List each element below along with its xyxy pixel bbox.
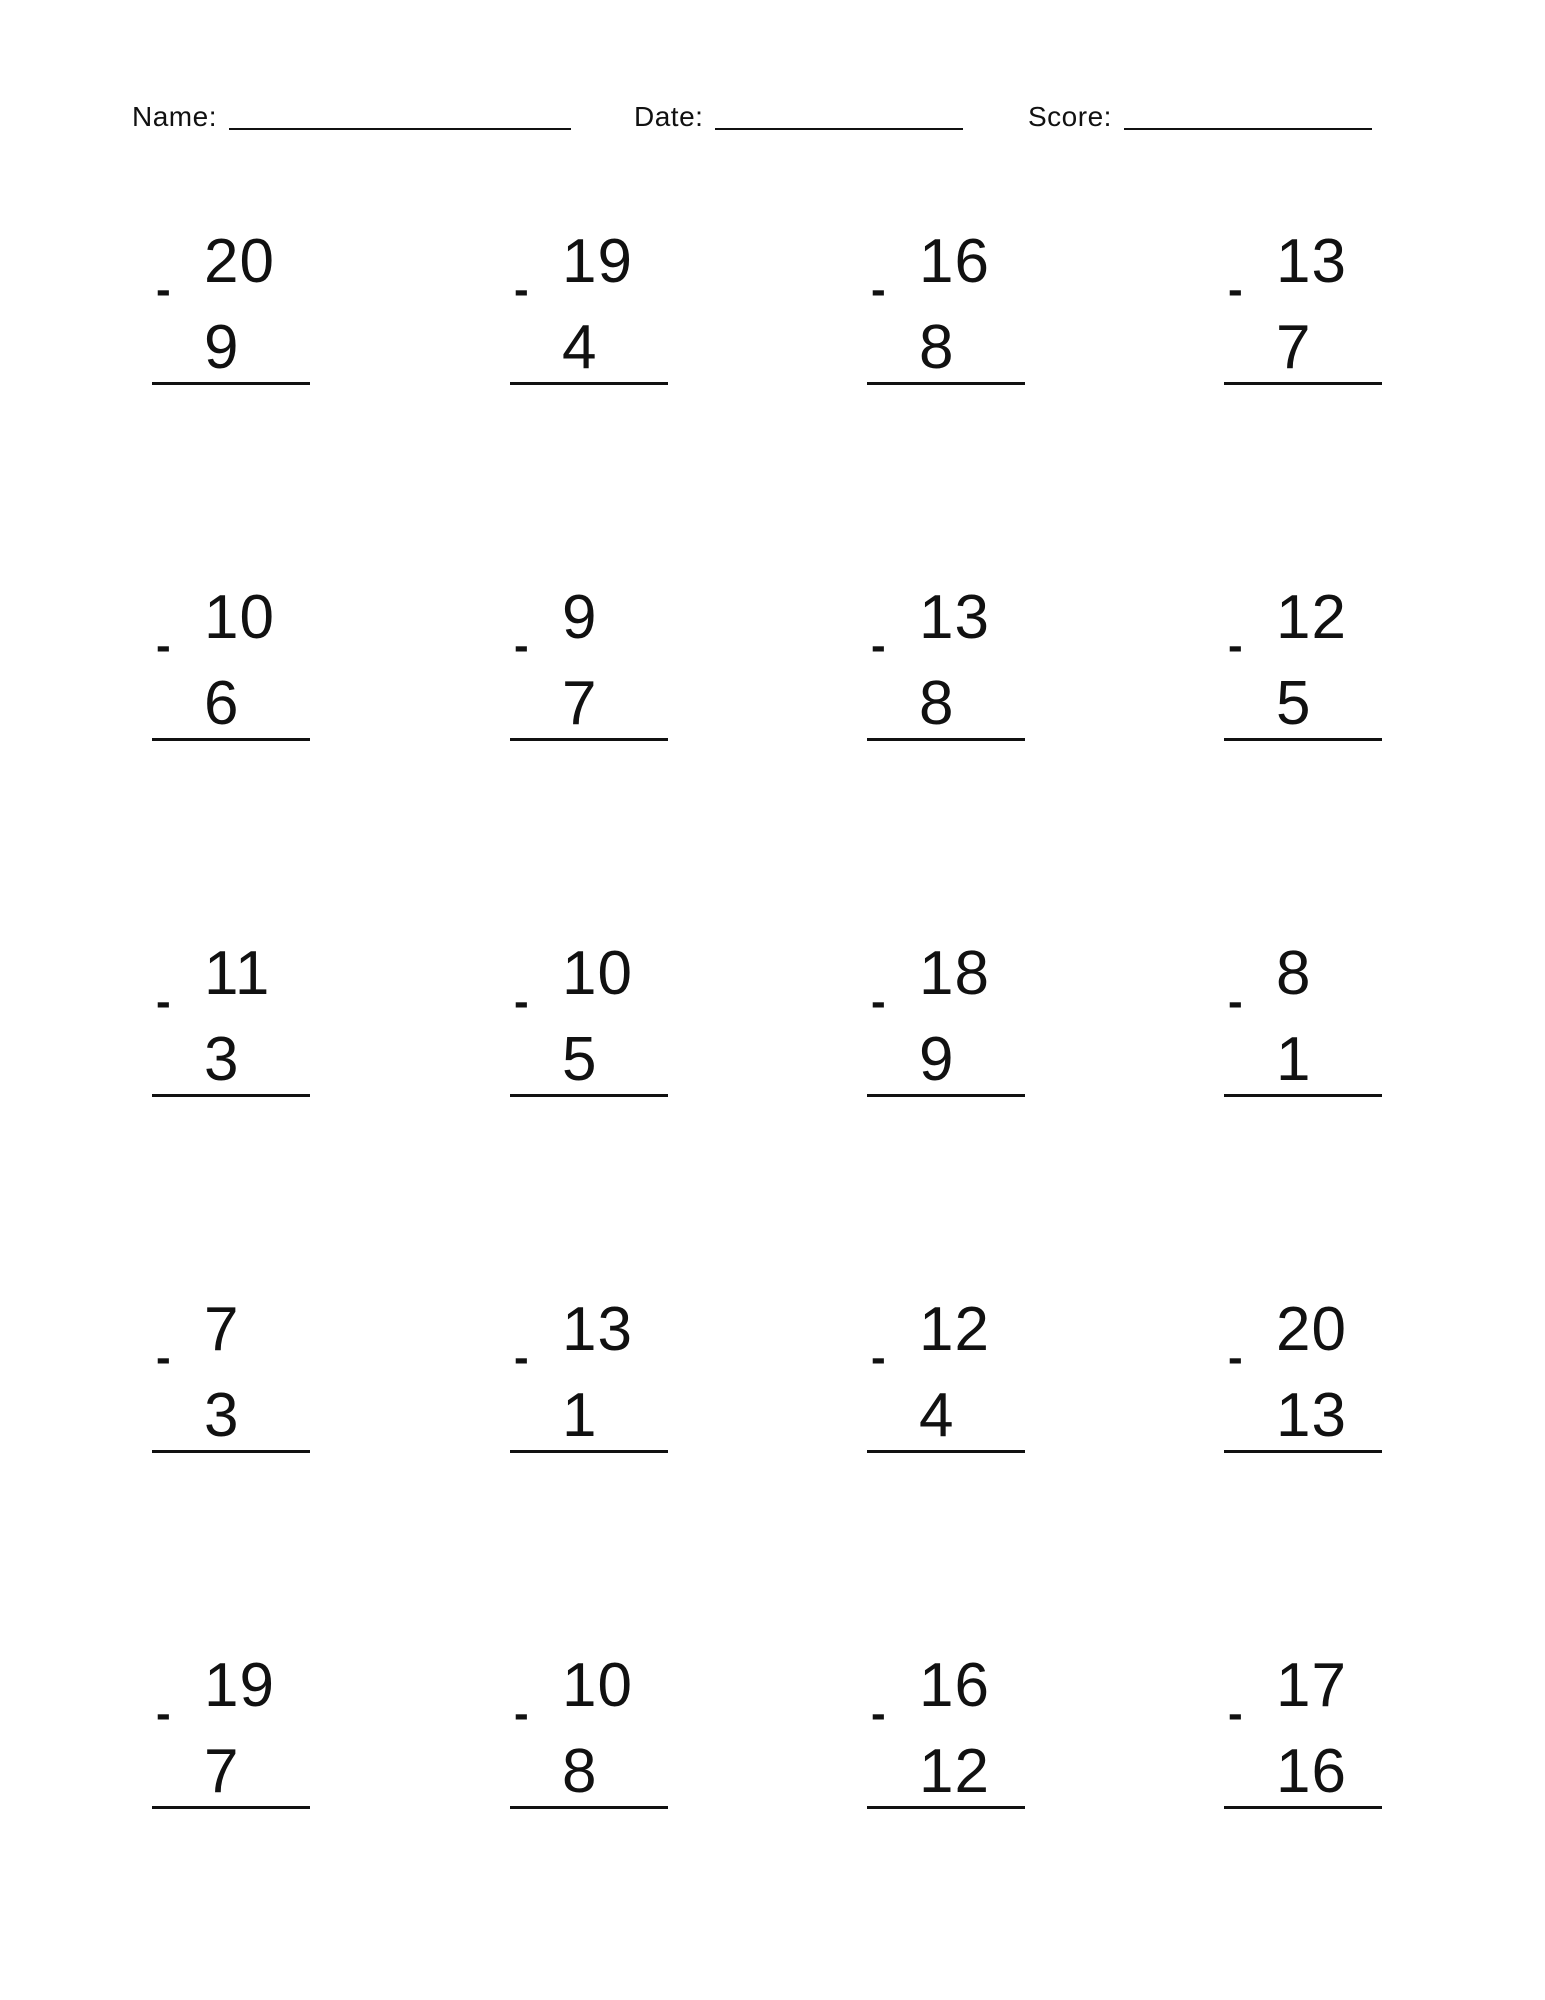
subtrahend: 7 — [562, 669, 598, 738]
answer-line[interactable] — [1224, 738, 1382, 741]
minuend: 16 — [919, 227, 990, 296]
subtrahend: 4 — [562, 313, 598, 382]
subtraction-problem — [510, 1295, 670, 1468]
subtraction-problem — [867, 939, 1027, 1112]
subtrahend: 9 — [919, 1025, 955, 1094]
minus-sign: - — [156, 621, 171, 670]
minuend: 10 — [204, 583, 275, 652]
subtraction-problem — [152, 227, 312, 400]
answer-line[interactable] — [867, 1450, 1025, 1453]
subtrahend: 1 — [1276, 1025, 1312, 1094]
answer-line[interactable] — [152, 1450, 310, 1453]
subtraction-problem — [1224, 1295, 1384, 1468]
subtraction-problem — [867, 227, 1027, 400]
minuend: 13 — [1276, 227, 1347, 296]
answer-line[interactable] — [1224, 1450, 1382, 1453]
answer-line[interactable] — [510, 1450, 668, 1453]
minus-sign: - — [871, 265, 886, 314]
subtrahend: 5 — [562, 1025, 598, 1094]
subtrahend: 9 — [204, 313, 240, 382]
minuend: 20 — [1276, 1295, 1347, 1364]
minuend: 12 — [1276, 583, 1347, 652]
minuend: 19 — [562, 227, 633, 296]
minuend: 17 — [1276, 1651, 1347, 1720]
minus-sign: - — [1228, 621, 1243, 670]
answer-line[interactable] — [510, 1806, 668, 1809]
answer-line[interactable] — [510, 1094, 668, 1097]
subtraction-problem — [152, 939, 312, 1112]
subtraction-problem — [510, 583, 670, 756]
minus-sign: - — [514, 265, 529, 314]
subtrahend: 7 — [204, 1737, 240, 1806]
minus-sign: - — [871, 977, 886, 1026]
minuend: 10 — [562, 1651, 633, 1720]
minuend: 7 — [204, 1295, 240, 1364]
minuend: 20 — [204, 227, 275, 296]
minuend: 13 — [562, 1295, 633, 1364]
minuend: 8 — [1276, 939, 1312, 1008]
subtrahend: 1 — [562, 1381, 598, 1450]
minus-sign: - — [514, 977, 529, 1026]
answer-line[interactable] — [152, 738, 310, 741]
minus-sign: - — [156, 1689, 171, 1738]
subtraction-problem — [1224, 583, 1384, 756]
minuend: 16 — [919, 1651, 990, 1720]
minuend: 19 — [204, 1651, 275, 1720]
subtrahend: 4 — [919, 1381, 955, 1450]
minuend: 10 — [562, 939, 633, 1008]
minus-sign: - — [871, 621, 886, 670]
answer-line[interactable] — [152, 382, 310, 385]
answer-line[interactable] — [867, 738, 1025, 741]
answer-line[interactable] — [1224, 1094, 1382, 1097]
subtraction-problem — [1224, 227, 1384, 400]
subtrahend: 12 — [919, 1737, 990, 1806]
answer-line[interactable] — [152, 1094, 310, 1097]
minus-sign: - — [514, 1333, 529, 1382]
subtraction-problem — [510, 227, 670, 400]
score-label: Score: — [1028, 101, 1112, 132]
subtraction-problem — [867, 1295, 1027, 1468]
name-label: Name: — [132, 101, 217, 132]
subtraction-problem — [1224, 1651, 1384, 1824]
subtrahend: 7 — [1276, 313, 1312, 382]
answer-line[interactable] — [510, 738, 668, 741]
subtrahend: 16 — [1276, 1737, 1347, 1806]
subtraction-problem — [867, 583, 1027, 756]
minus-sign: - — [514, 1689, 529, 1738]
subtraction-problem — [1224, 939, 1384, 1112]
subtrahend: 3 — [204, 1381, 240, 1450]
answer-line[interactable] — [867, 1094, 1025, 1097]
subtrahend: 8 — [562, 1737, 598, 1806]
minuend: 9 — [562, 583, 598, 652]
subtraction-problem — [510, 1651, 670, 1824]
minus-sign: - — [871, 1333, 886, 1382]
subtraction-problem — [152, 583, 312, 756]
minus-sign: - — [1228, 1333, 1243, 1382]
date-label: Date: — [634, 101, 704, 132]
minuend: 18 — [919, 939, 990, 1008]
minus-sign: - — [1228, 1689, 1243, 1738]
minus-sign: - — [156, 1333, 171, 1382]
minuend: 12 — [919, 1295, 990, 1364]
answer-line[interactable] — [152, 1806, 310, 1809]
subtrahend: 6 — [204, 669, 240, 738]
minuend: 13 — [919, 583, 990, 652]
minus-sign: - — [156, 265, 171, 314]
minus-sign: - — [156, 977, 171, 1026]
subtraction-problem — [152, 1651, 312, 1824]
subtraction-problem — [867, 1651, 1027, 1824]
subtraction-problem — [152, 1295, 312, 1468]
subtrahend: 5 — [1276, 669, 1312, 738]
subtrahend: 8 — [919, 313, 955, 382]
subtraction-problem — [510, 939, 670, 1112]
answer-line[interactable] — [1224, 1806, 1382, 1809]
answer-line[interactable] — [867, 1806, 1025, 1809]
answer-line[interactable] — [510, 382, 668, 385]
subtrahend: 8 — [919, 669, 955, 738]
answer-line[interactable] — [1224, 382, 1382, 385]
minus-sign: - — [871, 1689, 886, 1738]
minus-sign: - — [1228, 977, 1243, 1026]
minuend: 11 — [204, 939, 271, 1008]
minus-sign: - — [1228, 265, 1243, 314]
subtrahend: 13 — [1276, 1381, 1347, 1450]
answer-line[interactable] — [867, 382, 1025, 385]
subtrahend: 3 — [204, 1025, 240, 1094]
minus-sign: - — [514, 621, 529, 670]
